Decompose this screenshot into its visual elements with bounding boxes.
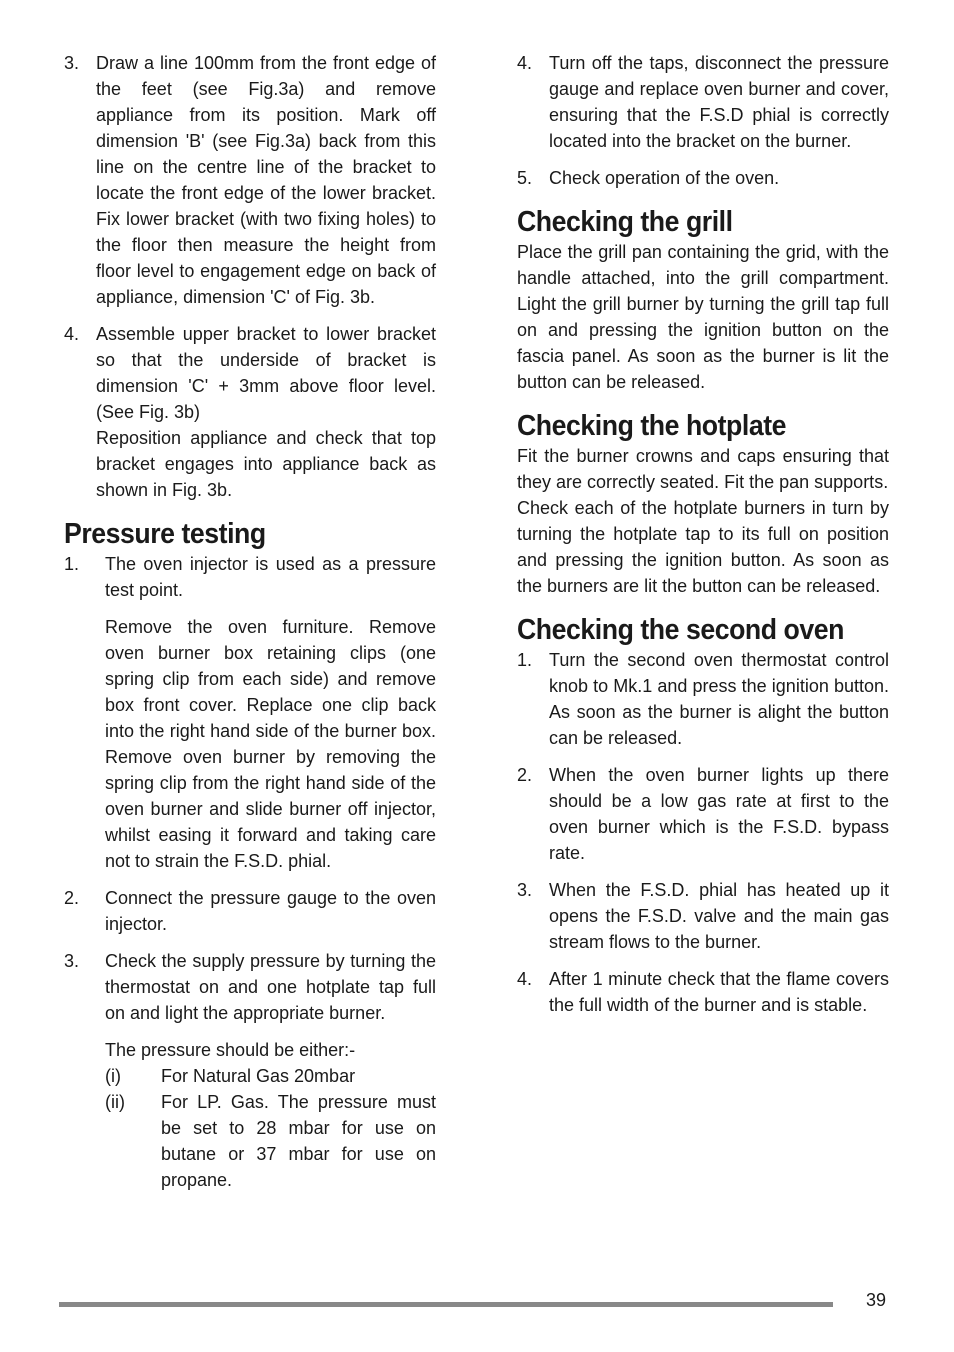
sub-item-text: For LP. Gas. The pressure must be set to 28 mbar for use on butane or 37 mbar for use on propane. [161,1092,436,1190]
step-paragraph: Remove the oven furniture. Remove oven burner box retaining clips (one spring clip from each side) and remove box front cover. Replace one clip back into the right hand side of the burner box. Remove oven burner by removing the spring clip from the right hand side of the oven burner and slide burner off injector, whilst easing it forward and taking care not to strain the F.S.D. phial. [105,617,436,871]
step-text: Check the supply pressure by turning the thermostat on and one hotplate tap full on and light the appropriate burner. [105,951,436,1023]
pressure-step-3 [64,948,436,1193]
checking-second-oven-heading: Checking the second oven [517,614,844,646]
sub-item-number: (i) [105,1066,121,1086]
checking-hotplate-heading: Checking the hotplate [517,410,787,442]
step-text: Draw a line 100mm from the front edge of the feet (see Fig.3a) and remove appliance from its position. Mark off dimension 'B' (see Fig.3a) back from this line on the centre line of the bracket to locate the front edge of the lower bracket. Fix lower bracket (with two fixing holes) to the floor then measure the height from floor level to engagement edge on back of appliance, dimension 'C' of Fig. 3b. [96,53,436,307]
step-text: When the F.S.D. phial has heated up it opens the F.S.D. valve and the main gas stream flows to the burner. [549,880,889,952]
step-number: 5. [517,168,533,188]
hotplate-paragraph-1: Fit the burner crowns and caps ensuring that they are correctly seated. Fit the pan supports. [517,446,889,492]
step-number: 3. [517,880,533,900]
pressure-step-1 [64,551,436,874]
step-number: 1. [64,554,80,574]
step-number: 2. [517,765,533,785]
step-text-continued: Reposition appliance and check that top bracket engages into appliance back as shown in Fig. 3b. [96,428,436,500]
hotplate-paragraph-2: Check each of the hotplate burners in turn by turning the hotplate tap to its full on position and pressing the ignition button. As soon as the burners are lit the button can be released. [517,498,889,596]
sub-item-ii [105,1089,436,1193]
bracket-step-4 [64,321,436,503]
left-column [64,50,436,1204]
second-oven-step-3 [517,877,889,955]
step-text: After 1 minute check that the flame covers the full width of the burner and is stable. [549,969,889,1015]
pressure-step-4 [517,50,889,154]
pressure-step-2 [64,885,436,937]
step-number: 4. [64,324,80,344]
step-text: Turn off the taps, disconnect the pressure gauge and replace oven burner and cover, ensuring that the F.S.D phial is correctly located into the bracket on the burner. [549,53,889,151]
checking-grill-heading: Checking the grill [517,206,733,238]
step-text: Assemble upper bracket to lower bracket so that the underside of bracket is dimension 'C' + 3mm above floor level. (See Fig. 3b) [96,324,436,422]
step-text: The oven injector is used as a pressure test point. [105,554,436,600]
bracket-step-3 [64,50,436,310]
step-text: Turn the second oven thermostat control knob to Mk.1 and press the ignition button. As soon as the burner is alight the button can be released. [549,650,889,748]
step-text: Check operation of the oven. [549,168,780,188]
page-number: 39 [866,1290,887,1310]
second-oven-step-4 [517,966,889,1018]
step-text: Connect the pressure gauge to the oven injector. [105,888,436,934]
step-number: 3. [64,951,80,971]
footer-divider [59,1302,833,1307]
step-number: 4. [517,969,533,989]
sub-item-number: (ii) [105,1092,125,1112]
right-column [517,50,889,1029]
second-oven-step-1 [517,647,889,751]
second-oven-step-2 [517,762,889,866]
sub-item-i [105,1063,436,1089]
pressure-testing-heading: Pressure testing [64,518,266,550]
step-paragraph: The pressure should be either:- [105,1040,356,1060]
step-number: 3. [64,53,80,73]
step-number: 1. [517,650,533,670]
step-number: 2. [64,888,80,908]
grill-paragraph: Place the grill pan containing the grid, with the handle attached, into the grill compartment. Light the grill burner by turning the grill tap full on and pressing the ignition button on the fascia panel. As soon as the burner is lit the button can be released. [517,242,889,392]
pressure-step-5 [517,165,889,191]
step-text: When the oven burner lights up there should be a low gas rate at first to the oven burner which is the F.S.D. bypass rate. [549,765,889,863]
step-number: 4. [517,53,533,73]
sub-item-text: For Natural Gas 20mbar [161,1066,356,1086]
